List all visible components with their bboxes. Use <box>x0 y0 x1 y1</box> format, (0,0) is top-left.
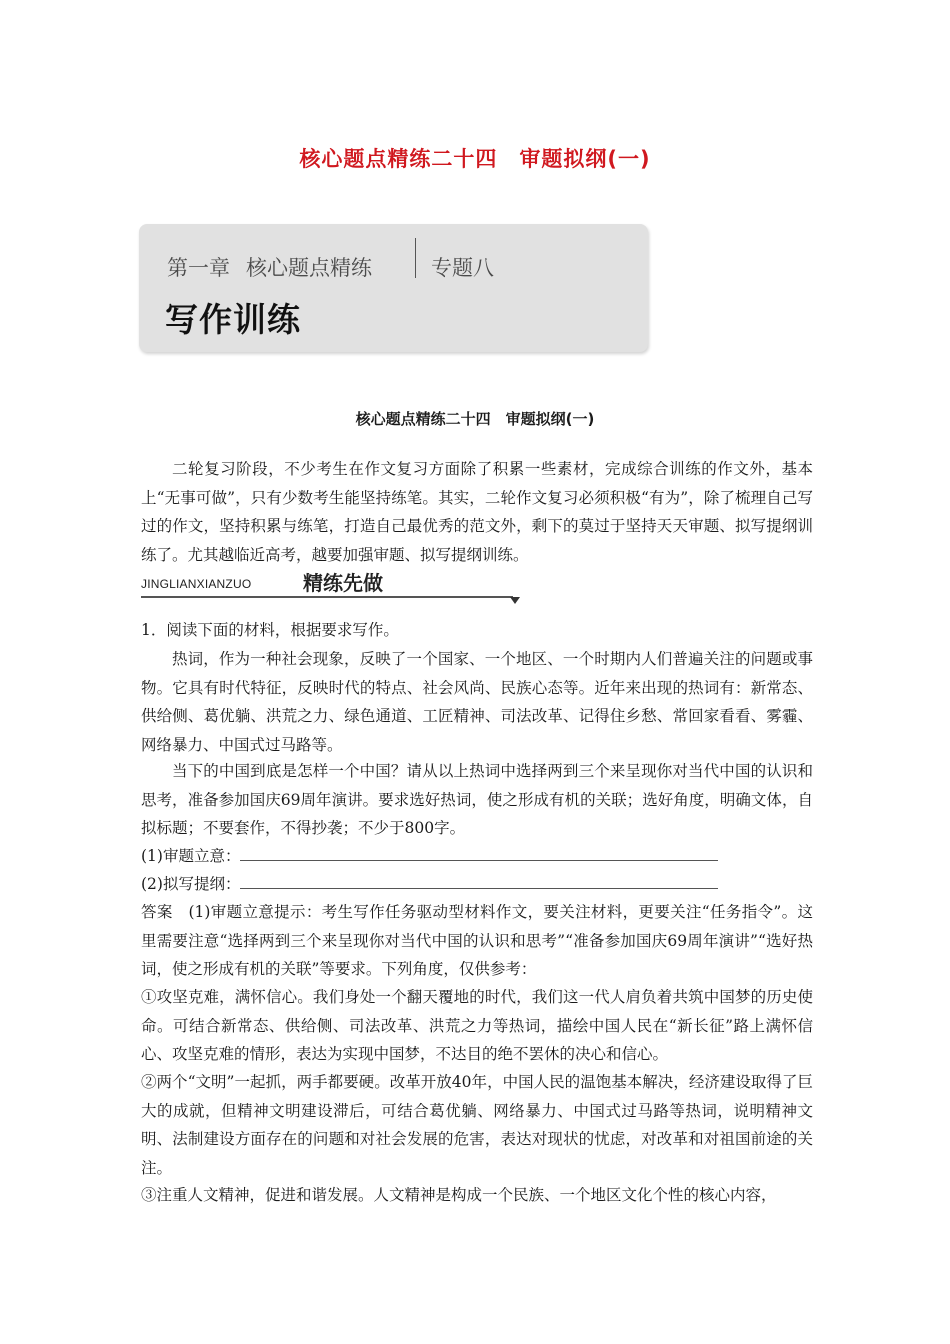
question-material-1: 热词，作为一种社会现象，反映了一个国家、一个地区、一个时期内人们普遍关注的问题或事物。它具有时代特征，反映时代的特点、社会风尚、民族心态等。近年来出现的热词有：新常态、供给侧、葛优躺、洪荒之力、绿色通道、工匠精神、司法改革、记得住乡愁、常回家看看、雾霾、网络暴力、中国式过马路等。 <box>141 650 813 754</box>
answer-point-2: ②两个“文明”一起抓，两手都要硬。改革开放40年，中国人民的温饱基本解决，经济建设取得了巨大的成就，但精神文明建设滞后，可结合葛优躺、网络暴力、中国式过马路等热词，说明精神文明、法制建设方面存在的问题和对社会发展的危害，表达对现状的忧虑，对改革和对祖国前途的关注。 <box>141 1073 813 1177</box>
question-item-1 <box>141 842 813 871</box>
chapter-name: 核心题点精练 <box>246 256 372 280</box>
section-subtitle: 核心题点精练二十四 审题拟纲(一) <box>355 410 595 428</box>
page-title: 核心题点精练二十四 审题拟纲(一) <box>299 147 651 171</box>
banner-divider <box>415 238 416 278</box>
answer-point-3: ③注重人文精神，促进和谐发展。人文精神是构成一个民族、一个地区文化个性的核心内容， <box>141 1186 777 1204</box>
section-title: 写作训练 <box>165 300 301 339</box>
item-2-label: (2)拟写提纲： <box>141 875 241 893</box>
chapter-number: 第一章 <box>167 256 230 280</box>
practice-header <box>141 567 521 605</box>
chapter-banner <box>139 224 648 352</box>
question-item-2 <box>141 870 813 899</box>
triangle-down-icon <box>510 597 520 604</box>
topic-label: 专题八 <box>431 256 494 280</box>
chapter-heading <box>167 252 372 282</box>
answer-blank-2[interactable] <box>240 874 718 889</box>
item-1-label: (1)审题立意： <box>141 847 241 865</box>
practice-rule <box>141 596 513 598</box>
intro-paragraph: 二轮复习阶段，不少考生在作文复习方面除了积累一些素材，完成综合训练的作文外，基本上“无事可做”，只有少数考生能坚持练笔。其实，二轮作文复习必须积极“有为”，除了梳理自己写过的作文，坚持积累与练笔，打造自己最优秀的范文外，剩下的莫过于坚持天天审题、拟写提纲训练了。尤其越临近高考，越要加强审题、拟写提纲训练。 <box>141 460 813 564</box>
question-prompt: 1．阅读下面的材料，根据要求写作。 <box>141 621 399 639</box>
answer-point-1: ①攻坚克难，满怀信心。我们身处一个翻天覆地的时代，我们这一代人肩负着共筑中国梦的历史使命。可结合新常态、供给侧、司法改革、洪荒之力等热词，描绘中国人民在“新长征”路上满怀信心、攻坚克难的情形，表达为实现中国梦，不达目的绝不罢休的决心和信心。 <box>141 988 813 1063</box>
question-material-2: 当下的中国到底是怎样一个中国？请从以上热词中选择两到三个来呈现你对当代中国的认识和思考，准备参加国庆69周年演讲。要求选好热词，使之形成有机的关联；选好角度，明确文体，自拟标题；不要套作，不得抄袭；不少于800字。 <box>141 762 813 837</box>
practice-label: 精练先做 <box>303 571 383 595</box>
practice-pinyin: JINGLIANXIANZUO <box>141 577 252 591</box>
answer-head: 答案 (1)审题立意提示：考生写作任务驱动型材料作文，要关注材料，更要关注“任务指令”。这里需要注意“选择两到三个来呈现你对当代中国的认识和思考”“准备参加国庆69周年演讲”“选好热词，使之形成有机的关联”等要求。下列角度，仅供参考： <box>141 903 813 978</box>
answer-blank-1[interactable] <box>240 846 718 861</box>
